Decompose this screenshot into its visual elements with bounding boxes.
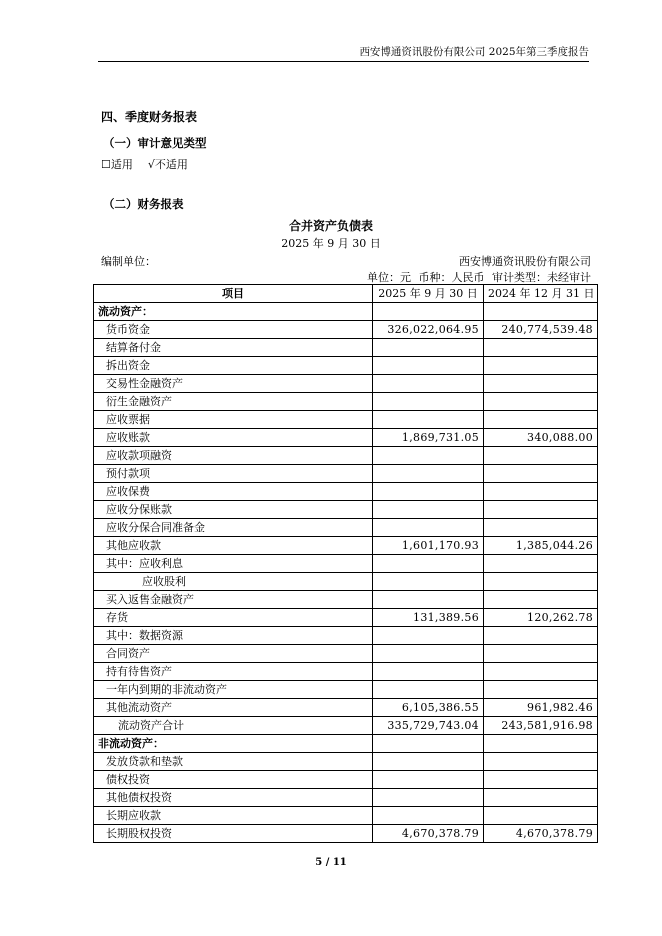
table-row bbox=[94, 357, 598, 375]
row-label: 应收股利 bbox=[94, 573, 373, 591]
row-value-prior bbox=[484, 519, 598, 537]
row-label: 存货 bbox=[94, 609, 373, 627]
row-value-prior bbox=[484, 573, 598, 591]
row-value-prior bbox=[484, 771, 598, 789]
row-label: 其他流动资产 bbox=[94, 699, 373, 717]
row-value-current bbox=[373, 591, 484, 609]
row-value-current bbox=[373, 753, 484, 771]
row-value-prior: 1,385,044.26 bbox=[484, 537, 598, 555]
row-label: 其他债权投资 bbox=[94, 789, 373, 807]
row-label: 非流动资产： bbox=[94, 735, 373, 753]
row-value-current bbox=[373, 573, 484, 591]
row-value-current bbox=[373, 681, 484, 699]
row-value-current bbox=[373, 393, 484, 411]
row-label: 拆出资金 bbox=[94, 357, 373, 375]
column-header-prior: 2024 年 12 月 31 日 bbox=[484, 285, 598, 303]
row-value-prior bbox=[484, 807, 598, 825]
row-value-current bbox=[373, 771, 484, 789]
row-value-prior: 4,670,378.79 bbox=[484, 825, 598, 843]
row-value-current: 1,869,731.05 bbox=[373, 429, 484, 447]
row-label: 其他应收款 bbox=[94, 537, 373, 555]
row-label: 预付款项 bbox=[94, 465, 373, 483]
row-value-current bbox=[373, 339, 484, 357]
table-row bbox=[94, 537, 598, 555]
row-value-current bbox=[373, 519, 484, 537]
row-label: 应收账款 bbox=[94, 429, 373, 447]
row-label: 应收保费 bbox=[94, 483, 373, 501]
table-row bbox=[94, 645, 598, 663]
row-value-prior bbox=[484, 681, 598, 699]
row-value-prior: 240,774,539.48 bbox=[484, 321, 598, 339]
row-value-current bbox=[373, 789, 484, 807]
row-label: 买入返售金融资产 bbox=[94, 591, 373, 609]
row-value-prior bbox=[484, 411, 598, 429]
table-row bbox=[94, 807, 598, 825]
row-value-prior bbox=[484, 393, 598, 411]
audit-opinion-heading: （一）审计意见类型 bbox=[103, 136, 207, 150]
row-label: 流动资产： bbox=[94, 303, 373, 321]
row-value-current bbox=[373, 555, 484, 573]
row-value-prior bbox=[484, 303, 598, 321]
table-row bbox=[94, 591, 598, 609]
table-row bbox=[94, 789, 598, 807]
table-row bbox=[94, 663, 598, 681]
balance-sheet-table bbox=[93, 284, 598, 843]
row-label: 一年内到期的非流动资产 bbox=[94, 681, 373, 699]
table-row bbox=[94, 771, 598, 789]
row-value-prior bbox=[484, 465, 598, 483]
row-value-current bbox=[373, 357, 484, 375]
row-value-prior bbox=[484, 645, 598, 663]
row-value-prior bbox=[484, 447, 598, 465]
row-label: 其中：数据资源 bbox=[94, 627, 373, 645]
table-row bbox=[94, 375, 598, 393]
table-row bbox=[94, 393, 598, 411]
row-value-prior bbox=[484, 663, 598, 681]
row-label: 应收款项融资 bbox=[94, 447, 373, 465]
row-value-current bbox=[373, 411, 484, 429]
column-header-current: 2025 年 9 月 30 日 bbox=[373, 285, 484, 303]
row-value-current: 1,601,170.93 bbox=[373, 537, 484, 555]
header-rule bbox=[98, 61, 589, 62]
row-value-current bbox=[373, 627, 484, 645]
row-value-current bbox=[373, 303, 484, 321]
table-header-row bbox=[94, 285, 598, 303]
row-label: 流动资产合计 bbox=[94, 717, 373, 735]
table-row bbox=[94, 321, 598, 339]
row-label: 长期股权投资 bbox=[94, 825, 373, 843]
table-row bbox=[94, 555, 598, 573]
row-label: 结算备付金 bbox=[94, 339, 373, 357]
balance-sheet-date: 2025 年 9 月 30 日 bbox=[281, 237, 381, 250]
row-value-current: 6,105,386.55 bbox=[373, 699, 484, 717]
table-row bbox=[94, 501, 598, 519]
balance-sheet-title: 合并资产负债表 bbox=[288, 219, 373, 233]
row-value-current bbox=[373, 735, 484, 753]
row-value-prior: 243,581,916.98 bbox=[484, 717, 598, 735]
row-label: 应收分保账款 bbox=[94, 501, 373, 519]
row-label: 应收票据 bbox=[94, 411, 373, 429]
row-value-current bbox=[373, 465, 484, 483]
table-row bbox=[94, 717, 598, 735]
table-row bbox=[94, 447, 598, 465]
row-label: 衍生金融资产 bbox=[94, 393, 373, 411]
section-title: 四、季度财务报表 bbox=[101, 110, 198, 124]
row-value-prior bbox=[484, 753, 598, 771]
column-header-item: 项目 bbox=[94, 285, 373, 303]
table-row bbox=[94, 753, 598, 771]
row-value-prior bbox=[484, 357, 598, 375]
page-header: 西安博通资讯股份有限公司 2025年第三季度报告 bbox=[359, 46, 589, 58]
row-value-prior: 120,262.78 bbox=[484, 609, 598, 627]
row-value-prior bbox=[484, 555, 598, 573]
table-row bbox=[94, 681, 598, 699]
table-row bbox=[94, 465, 598, 483]
row-label: 合同资产 bbox=[94, 645, 373, 663]
company-name: 西安博通资讯股份有限公司 bbox=[459, 255, 591, 268]
row-value-prior bbox=[484, 339, 598, 357]
table-row bbox=[94, 429, 598, 447]
financial-statements-heading: （二）财务报表 bbox=[103, 197, 184, 211]
row-value-prior: 340,088.00 bbox=[484, 429, 598, 447]
row-value-prior bbox=[484, 375, 598, 393]
row-value-prior bbox=[484, 735, 598, 753]
table-row bbox=[94, 825, 598, 843]
row-value-prior bbox=[484, 627, 598, 645]
row-value-current bbox=[373, 645, 484, 663]
unit-line: 单位：元 币种：人民币 审计类型：未经审计 bbox=[367, 271, 591, 284]
row-label: 交易性金融资产 bbox=[94, 375, 373, 393]
row-value-prior: 961,982.46 bbox=[484, 699, 598, 717]
row-value-current: 326,022,064.95 bbox=[373, 321, 484, 339]
audit-options bbox=[101, 156, 188, 172]
row-value-current bbox=[373, 483, 484, 501]
row-value-prior bbox=[484, 591, 598, 609]
table-row bbox=[94, 303, 598, 321]
row-label: 长期应收款 bbox=[94, 807, 373, 825]
row-value-current bbox=[373, 447, 484, 465]
table-row bbox=[94, 339, 598, 357]
row-label: 货币资金 bbox=[94, 321, 373, 339]
table-row bbox=[94, 627, 598, 645]
row-value-current bbox=[373, 807, 484, 825]
row-value-current bbox=[373, 375, 484, 393]
row-value-prior bbox=[484, 789, 598, 807]
row-value-current bbox=[373, 501, 484, 519]
option-applicable: ☐适用 bbox=[101, 158, 133, 171]
row-label: 应收分保合同准备金 bbox=[94, 519, 373, 537]
table-row bbox=[94, 519, 598, 537]
row-value-current: 4,670,378.79 bbox=[373, 825, 484, 843]
row-label: 其中：应收利息 bbox=[94, 555, 373, 573]
table-row bbox=[94, 411, 598, 429]
row-value-prior bbox=[484, 483, 598, 501]
page-number: 5 / 11 bbox=[315, 857, 347, 868]
row-label: 发放贷款和垫款 bbox=[94, 753, 373, 771]
table-row bbox=[94, 609, 598, 627]
row-value-current bbox=[373, 663, 484, 681]
option-not-applicable: √不适用 bbox=[147, 158, 188, 171]
row-value-prior bbox=[484, 501, 598, 519]
row-label: 持有待售资产 bbox=[94, 663, 373, 681]
row-value-current: 131,389.56 bbox=[373, 609, 484, 627]
row-label: 债权投资 bbox=[94, 771, 373, 789]
table-row bbox=[94, 699, 598, 717]
company-label: 编制单位： bbox=[101, 255, 156, 268]
row-value-current: 335,729,743.04 bbox=[373, 717, 484, 735]
table-row bbox=[94, 483, 598, 501]
table-row bbox=[94, 735, 598, 753]
table-row bbox=[94, 573, 598, 591]
